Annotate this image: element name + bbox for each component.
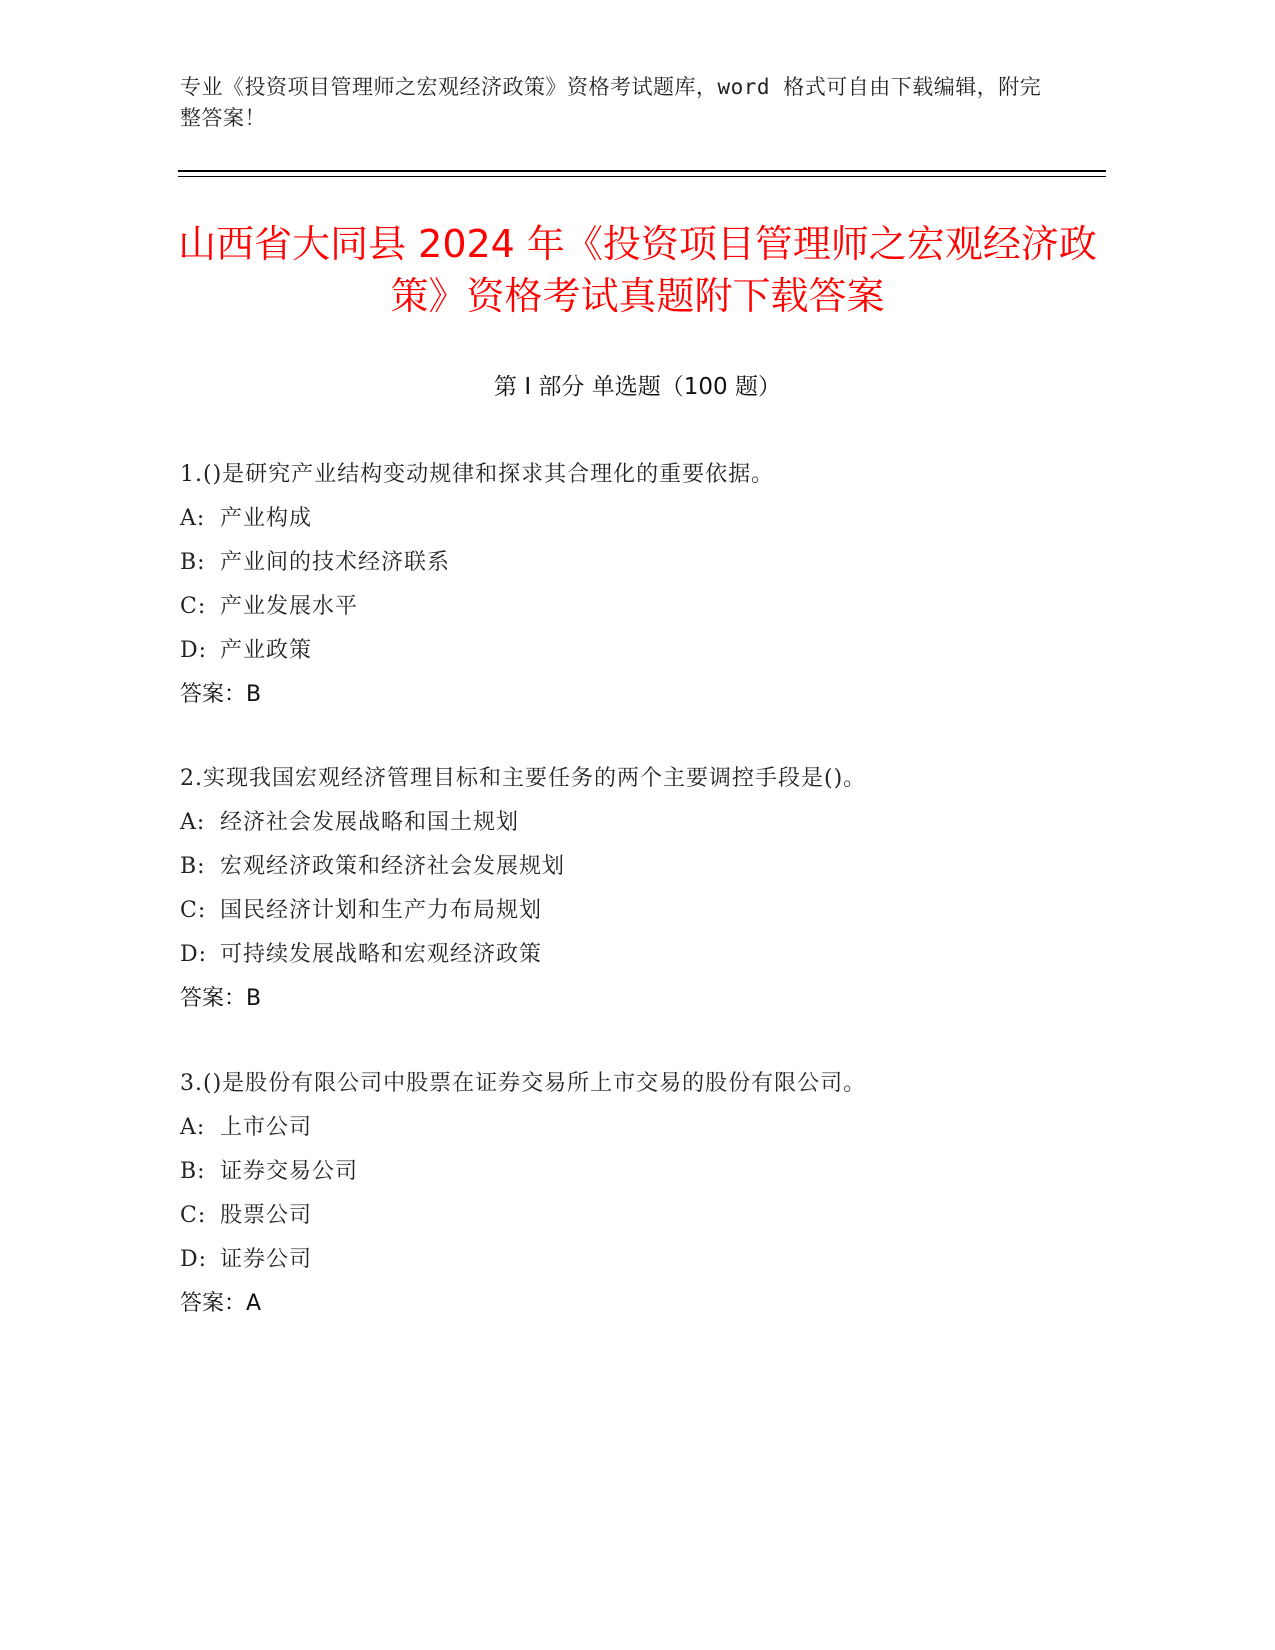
option-text: 产业发展水平 [220, 594, 359, 619]
option-d [180, 1238, 1080, 1282]
option-key: C: [180, 594, 207, 619]
option-d [180, 629, 1080, 673]
option-key: C: [180, 898, 207, 923]
question-item [180, 1062, 1080, 1326]
option-text: 国民经济计划和生产力布局规划 [220, 898, 543, 923]
question-stem: 3.()是股份有限公司中股票在证券交易所上市交易的股份有限公司。 [180, 1071, 867, 1096]
answer-line: 答案：B [180, 986, 262, 1011]
option-c [180, 889, 1080, 933]
option-text: 宏观经济政策和经济社会发展规划 [220, 854, 566, 879]
question-item [180, 453, 1080, 717]
header-divider-thin [178, 176, 1106, 177]
question-item [180, 757, 1080, 1021]
option-key: D: [180, 1247, 208, 1272]
option-text: 产业间的技术经济联系 [220, 550, 451, 575]
option-text: 经济社会发展战略和国土规划 [220, 810, 520, 835]
section-heading: 第 I 部分 单选题（100 题） [494, 374, 781, 400]
document-title: 山西省大同县 2024 年《投资项目管理师之宏观经济政策》资格考试真题附下载答案 [178, 222, 1097, 318]
question-stem: 1.()是研究产业结构变动规律和探求其合理化的重要依据。 [180, 462, 775, 487]
header-divider-thick [178, 170, 1106, 172]
option-a [180, 1106, 1080, 1150]
option-b [180, 1150, 1080, 1194]
option-text: 产业政策 [220, 638, 313, 663]
option-key: B: [180, 854, 206, 879]
option-key: D: [180, 942, 208, 967]
option-text: 产业构成 [220, 506, 313, 531]
option-text: 股票公司 [220, 1203, 313, 1228]
option-c [180, 1194, 1080, 1238]
option-key: B: [180, 1159, 206, 1184]
option-a [180, 801, 1080, 845]
option-c [180, 585, 1080, 629]
option-text: 证券交易公司 [220, 1159, 359, 1184]
option-key: B: [180, 550, 206, 575]
option-d [180, 933, 1080, 977]
option-key: A: [180, 810, 206, 835]
option-b [180, 845, 1080, 889]
option-text: 上市公司 [220, 1115, 313, 1140]
option-key: A: [180, 506, 206, 531]
option-key: A: [180, 1115, 206, 1140]
option-b [180, 541, 1080, 585]
option-text: 证券公司 [220, 1247, 313, 1272]
header-note: 专业《投资项目管理师之宏观经济政策》资格考试题库，word 格式可自由下载编辑，附完整答案！ [180, 75, 1042, 130]
option-key: C: [180, 1203, 207, 1228]
option-key: D: [180, 638, 208, 663]
option-a [180, 497, 1080, 541]
question-stem: 2.实现我国宏观经济管理目标和主要任务的两个主要调控手段是()。 [180, 766, 867, 791]
answer-line: 答案：B [180, 682, 262, 707]
answer-line: 答案：A [180, 1291, 262, 1316]
option-text: 可持续发展战略和宏观经济政策 [220, 942, 543, 967]
